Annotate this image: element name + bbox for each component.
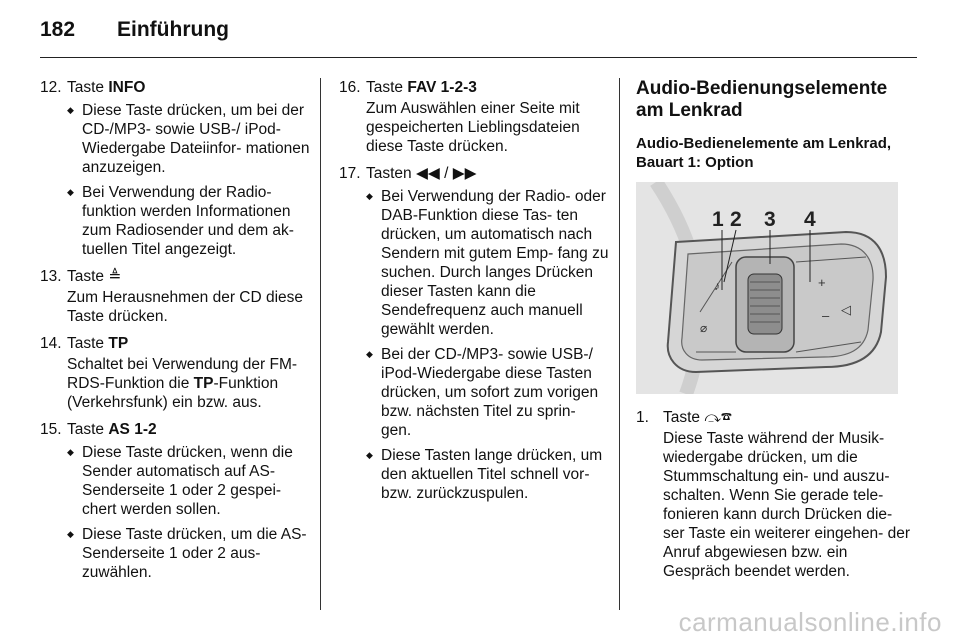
- page-header: [40, 18, 920, 48]
- item-heading: Taste ⤼☎: [663, 409, 733, 426]
- key-label: TP: [108, 335, 129, 352]
- item-number: 17.: [339, 165, 361, 182]
- figure-label-1: 1: [712, 208, 724, 231]
- list-item-17: [339, 164, 609, 503]
- header-rule: [40, 57, 917, 58]
- bullet-item: ◆ Bei Verwendung der Radio- oder DAB-Funktion diese Tas- ten drücken, um automatisch nach Sendern mit gutem Emp- fang zu suchen. Durch langes Drücken dieser Tasten kann die Sendefrequenz auch manuell gewählt werden.: [366, 187, 609, 339]
- column-right: [636, 78, 916, 589]
- bullet-item: ◆ Diese Taste drücken, um bei der CD-/MP3- sowie USB-/ iPod-Wiedergabe Dateiinfor- mationen anzuzeigen.: [67, 101, 310, 177]
- subsection-title: Audio-Bedienelemente am Lenkrad, Bauart 1: Option: [636, 135, 892, 171]
- column-divider: [619, 78, 620, 610]
- item-description: Diese Taste während der Musik- wiedergabe drücken, um die Stummschaltung ein- und auszu- schalten. Wenn Sie gerade tele- fonieren kann durch Drücken die- ser Taste ein weiterer eingehen- der Anruf abgewiesen bzw. ein Gespräch beendet werden.: [663, 430, 910, 580]
- bullet-item: ◆ Diese Taste drücken, wenn die Sender automatisch auf AS- Senderseite 1 oder 2 gespei- chert werden sollen.: [67, 443, 310, 519]
- item-number: 1.: [636, 409, 649, 426]
- svg-text:⌀: ⌀: [700, 321, 708, 335]
- item-heading: Taste TP: [67, 335, 129, 352]
- steering-wheel-controls-figure: [636, 182, 898, 394]
- key-label: INFO: [108, 79, 146, 96]
- item-heading: Taste AS 1-2: [67, 421, 157, 438]
- list-item-1: [636, 408, 916, 581]
- column-left: [40, 78, 310, 590]
- item-heading: Taste INFO: [67, 79, 146, 96]
- key-label: FAV 1-2-3: [407, 79, 477, 96]
- svg-text:◁: ◁: [841, 302, 851, 317]
- bullet-item: ◆ Bei der CD-/MP3- sowie USB-/ iPod-Wiedergabe diese Tasten drücken, um sofort zum vorigen bzw. nächsten Titel zu sprin- gen.: [366, 345, 609, 440]
- item-description: Zum Herausnehmen der CD diese Taste drücken.: [67, 289, 304, 325]
- column-middle: [339, 78, 609, 511]
- figure-label-3: 3: [764, 208, 776, 231]
- item-number: 13.: [40, 268, 62, 285]
- watermark: carmanualsonline.info: [678, 607, 942, 637]
- svg-text:+: +: [818, 275, 826, 290]
- item-heading: Tasten ◀◀ / ▶▶: [366, 165, 477, 182]
- page-number: 182: [40, 18, 76, 41]
- key-label: AS 1-2: [108, 421, 157, 438]
- list-item-12: [40, 78, 310, 259]
- item-number: 16.: [339, 79, 361, 96]
- bullet-item: ◆ Diese Taste drücken, um die AS-Senderseite 1 oder 2 aus- zuwählen.: [67, 525, 310, 582]
- list-item-16: [339, 78, 609, 156]
- steering-wheel-illustration: [636, 182, 898, 394]
- item-heading: Taste FAV 1-2-3: [366, 79, 477, 96]
- figure-label-2: 2: [730, 208, 742, 231]
- bullet-item: ◆ Bei Verwendung der Radio- funktion werden Informationen zum Radiosender und dem ak- tuellen Titel angezeigt.: [67, 183, 310, 259]
- item-heading: Taste ≜: [67, 268, 122, 285]
- item-number: 12.: [40, 79, 62, 96]
- svg-text:–: –: [822, 308, 830, 323]
- section-title: Audio-Bedienungselemente am Lenkrad: [636, 78, 888, 121]
- item-number: 15.: [40, 421, 62, 438]
- item-description: Zum Auswählen einer Seite mit gespeicherten Lieblingsdateien diese Taste drücken.: [366, 100, 580, 155]
- item-description: Schaltet bei Verwendung der FM- RDS-Funktion die TP-Funktion (Verkehrsfunk) ein bzw. aus.: [67, 356, 298, 411]
- svg-text:♪: ♪: [714, 279, 720, 293]
- figure-label-4: 4: [804, 208, 816, 231]
- bullet-item: ◆ Diese Tasten lange drücken, um den aktuellen Titel schnell vor- bzw. zurückzuspulen.: [366, 446, 609, 503]
- chapter-title: Einführung: [117, 18, 229, 41]
- column-divider: [320, 78, 321, 610]
- item-number: 14.: [40, 335, 62, 352]
- list-item-13: [40, 267, 310, 326]
- list-item-15: [40, 420, 310, 582]
- list-item-14: [40, 334, 310, 412]
